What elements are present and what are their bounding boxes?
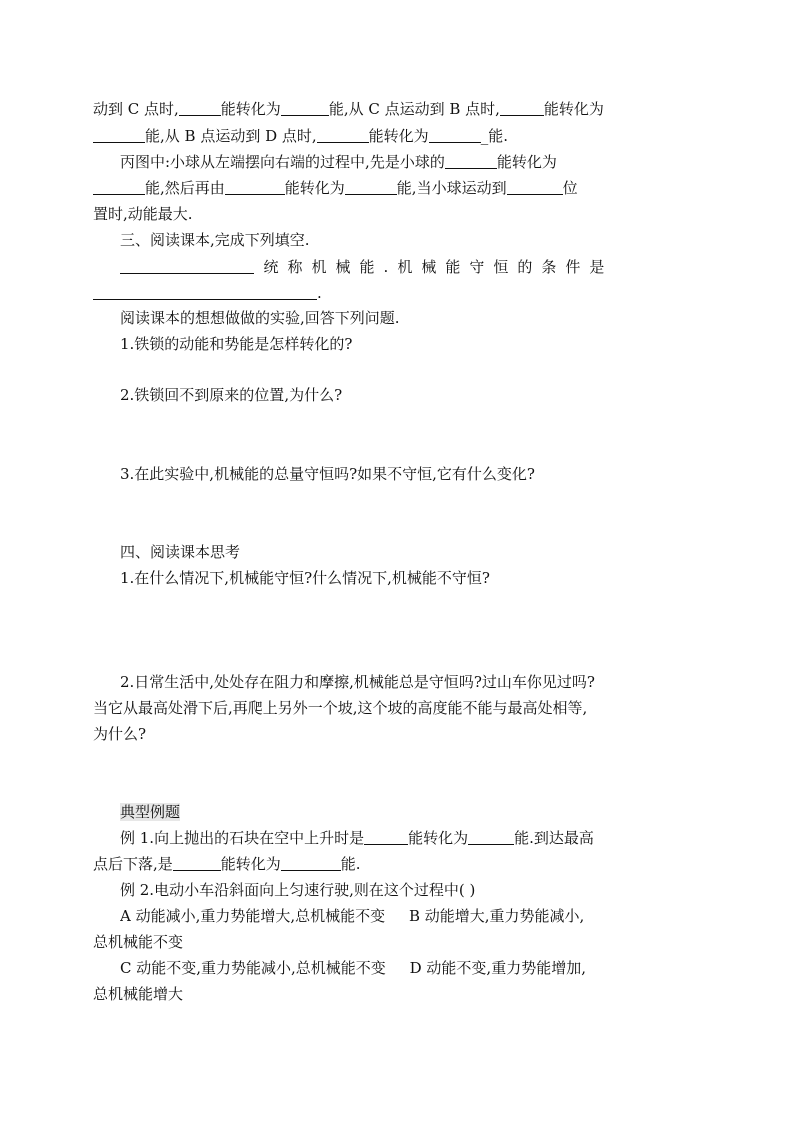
- fill-blank[interactable]: [93, 128, 145, 143]
- fill-blank[interactable]: [345, 180, 397, 195]
- section-4-question-2-line-1: 2.日常生活中,处处存在阻力和摩擦,机械能总是守恒吗?过山车你见过吗?: [120, 673, 595, 691]
- example-1-line-1: [120, 828, 621, 848]
- example-2-stem: 例 2.电动小车沿斜面向上匀速行驶,则在这个过程中( ): [120, 881, 476, 899]
- text: _能.: [480, 127, 508, 145]
- text: 能,然后再由: [145, 179, 225, 197]
- text: .: [317, 284, 322, 302]
- text: 能转化为: [220, 855, 281, 873]
- fill-blank[interactable]: [507, 180, 563, 195]
- section-4-question-1: 1.在什么情况下,机械能守恒?什么情况下,机械能不守恒?: [120, 569, 490, 587]
- pendulum-line-2: [93, 178, 621, 198]
- fill-blank[interactable]: [445, 154, 497, 169]
- option-c[interactable]: C 动能不变,重力势能减小,总机械能不变: [120, 959, 386, 977]
- example-2-option-d-cont: 总机械能增大: [93, 985, 184, 1003]
- text: 点后下落,是: [93, 855, 173, 873]
- section-4-question-2-line-2: 当它从最高处滑下后,再爬上另外一个坡,这个坡的高度能不能与最高处相等,: [93, 699, 588, 717]
- fill-blank[interactable]: [429, 128, 481, 143]
- fill-blank[interactable]: [179, 101, 221, 116]
- text: 能,当小球运动到: [396, 179, 507, 197]
- section-3-heading: 三、阅读课本,完成下列填空.: [120, 231, 310, 249]
- fill-blank[interactable]: [120, 259, 254, 274]
- examples-heading: [120, 802, 621, 822]
- fill-blank[interactable]: [500, 101, 544, 116]
- fill-blank[interactable]: [364, 830, 408, 845]
- text: 位: [562, 179, 578, 197]
- fill-blank[interactable]: [468, 830, 514, 845]
- text: 能转化为: [543, 100, 604, 118]
- text: 能转化为: [220, 100, 281, 118]
- example-2-options-ab: [120, 906, 621, 926]
- text: 能转化为: [496, 153, 557, 171]
- example-2-option-b-cont: 总机械能不变: [93, 933, 184, 951]
- motion-line-1: [93, 99, 621, 119]
- text: 能,从 C 点运动到 B 点时,: [328, 100, 500, 118]
- section-3-fill-line-2: [93, 283, 621, 303]
- text: 能,从 B 点运动到 D 点时,: [145, 127, 317, 145]
- section-4-question-2-line-3: 为什么?: [93, 725, 147, 743]
- section-3-question-1: 1.铁锁的动能和势能是怎样转化的?: [120, 335, 353, 353]
- text: 例 1.向上抛出的石块在空中上升时是: [120, 829, 365, 847]
- fill-blank[interactable]: [281, 856, 341, 871]
- section-3-intro: 阅读课本的想想做做的实验,回答下列问题.: [120, 309, 400, 327]
- section-3-question-2: 2.铁锁回不到原来的位置,为什么?: [120, 386, 343, 404]
- fill-blank[interactable]: [281, 101, 329, 116]
- section-4-heading: 四、阅读课本思考: [120, 543, 241, 561]
- section-3-question-3: 3.在此实验中,机械能的总量守恒吗?如果不守恒,它有什么变化?: [120, 465, 535, 483]
- example-1-line-2: [93, 854, 621, 874]
- text: 统称机械能.机械能守恒的条件是: [263, 258, 614, 276]
- fill-blank[interactable]: [173, 856, 221, 871]
- text: 丙图中:小球从左端摆向右端的过程中,先是小球的: [120, 153, 445, 171]
- fill-blank[interactable]: [93, 180, 145, 195]
- section-3-fill-line: [120, 257, 621, 277]
- text: 动到 C 点时,: [93, 100, 179, 118]
- example-2-options-cd: [120, 958, 621, 978]
- text: 能.到达最高: [514, 829, 594, 847]
- text: 能转化为: [408, 829, 469, 847]
- pendulum-line-1: [120, 152, 621, 172]
- text: 能转化为: [368, 127, 429, 145]
- text: 能转化为: [284, 179, 345, 197]
- motion-line-2: [93, 126, 621, 146]
- option-a[interactable]: A 动能减小,重力势能增大,总机械能不变: [120, 907, 386, 925]
- option-b[interactable]: B 动能增大,重力势能减小,: [408, 907, 585, 925]
- option-d[interactable]: D 动能不变,重力势能增加,: [409, 959, 586, 977]
- fill-blank[interactable]: [93, 285, 317, 300]
- pendulum-line-3: 置时,动能最大.: [93, 205, 193, 223]
- text: 能.: [340, 855, 361, 873]
- text: 典型例题: [120, 803, 181, 821]
- fill-blank[interactable]: [225, 180, 285, 195]
- fill-blank[interactable]: [317, 128, 369, 143]
